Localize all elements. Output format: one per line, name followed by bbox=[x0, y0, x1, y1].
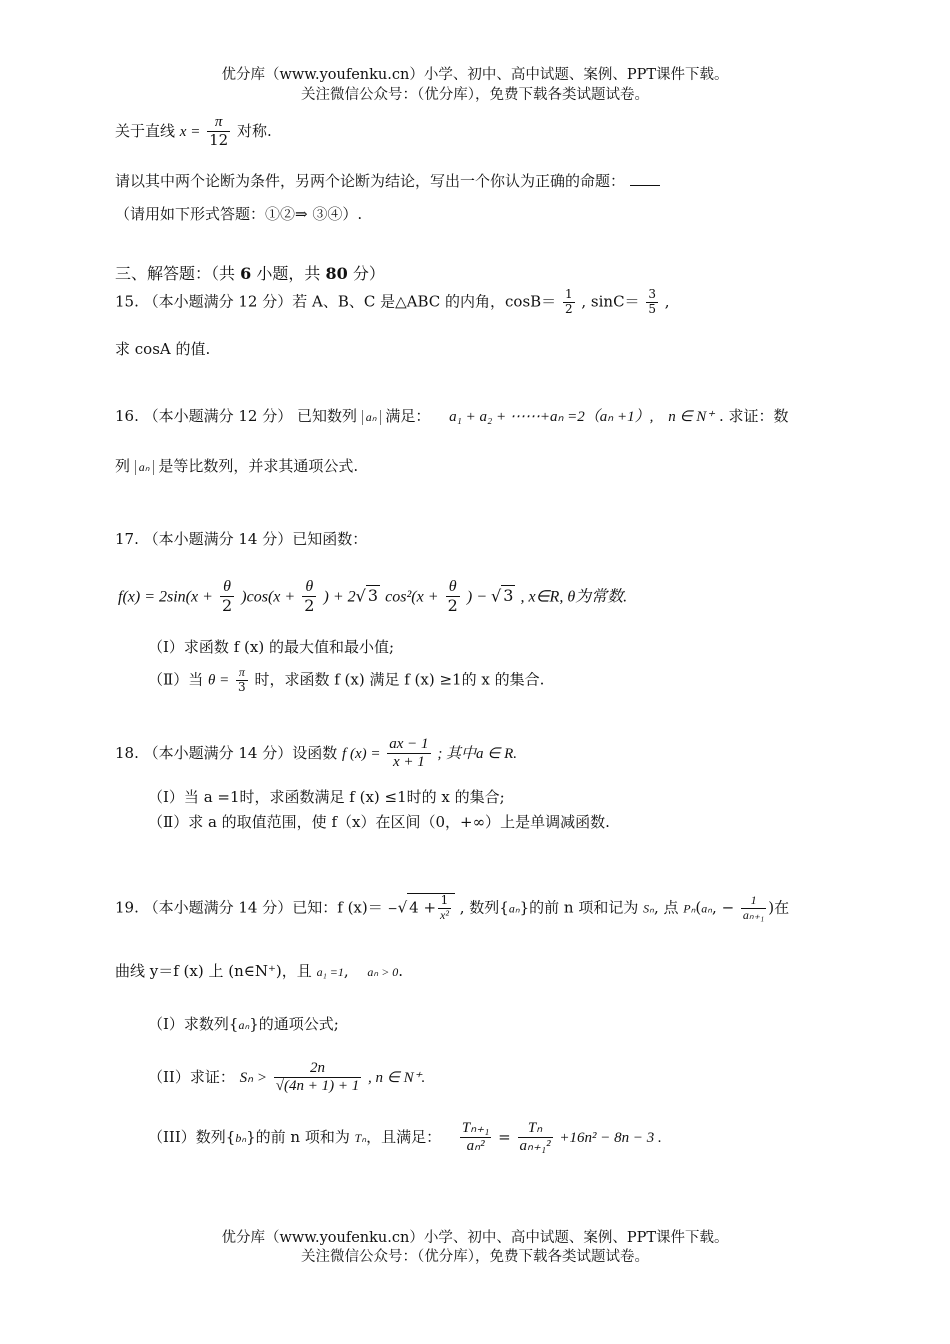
q16-text: 16. （本小题满分 12 分） 已知数列 bbox=[115, 407, 358, 425]
q17-f-e: ) − bbox=[466, 588, 492, 606]
q17-theta-3: θ bbox=[446, 578, 460, 597]
q17-formula: f(x) = 2sin(x + $\frac{\theta}{2}$ )cos(x + $\frac{\theta}{2}$ ) + 2√ 3 cos²(x + $\frac{\theta}{2}$ ) − √ 3 , x∈R, θ为常数. bbox=[118, 578, 628, 616]
q19-frac-num: 1 bbox=[741, 894, 766, 909]
q19-p3-a: （III）数列{ bbox=[148, 1127, 236, 1146]
q19-p3-frac-1 bbox=[460, 1120, 491, 1156]
section-3-count: 6 bbox=[240, 264, 252, 283]
q17-f-f: , x∈R, θ为常数. bbox=[520, 588, 628, 606]
q16-line2-b: 是等比数列，并求其通项公式. bbox=[158, 457, 359, 475]
q17-theta-1: θ bbox=[220, 578, 234, 597]
q17-p2-den: 3 bbox=[238, 679, 246, 694]
q15-sinC-fraction bbox=[646, 288, 658, 317]
q15-end: , bbox=[664, 292, 670, 311]
q14-prompt-line bbox=[115, 170, 660, 191]
q19-text-d: , 点 bbox=[653, 898, 679, 917]
q17-part-1: （Ⅰ）求函数 f (x) 的最大值和最小值; bbox=[148, 638, 394, 656]
section-3-score: 80 bbox=[325, 264, 348, 283]
q15-sinC-den: 5 bbox=[648, 301, 656, 316]
q19-p3-d2: aₙ₊₁² bbox=[519, 1138, 551, 1155]
q17-part-2 bbox=[148, 666, 544, 695]
q18-part-2: （Ⅱ）求 a 的取值范围，使 f（x）在区间（0，+∞）上是单调减函数. bbox=[148, 813, 610, 831]
q19-p3-tail: +16n² − 8n − 3 . bbox=[559, 1129, 662, 1146]
footer-line-1: 优分库（www.youfenku.cn）小学、初中、高中试题、案例、PPT课件下载。 bbox=[221, 1230, 729, 1246]
q19-sqrt bbox=[407, 893, 455, 923]
q17-p2-a: （Ⅱ）当 bbox=[148, 670, 204, 689]
q16-cond-label: 满足： bbox=[385, 407, 431, 425]
q16-domain: n ∈ N⁺ bbox=[668, 409, 715, 425]
q17-sqrt3-b: 3 bbox=[503, 586, 514, 606]
q19-text-c: }的前 n 项和记为 bbox=[519, 898, 639, 917]
q14-sym-suffix: 对称. bbox=[236, 121, 272, 140]
q15-line-2: 求 cosA 的值. bbox=[115, 340, 211, 358]
header-line-1: 优分库（www.youfenku.cn）小学、初中、高中试题、案例、PPT课件下载。 bbox=[221, 67, 729, 83]
q17-f-d: cos²(x + bbox=[385, 588, 439, 606]
footer-line-2: 关注微信公众号：（优分库），免费下载各类试题试卷。 bbox=[301, 1249, 649, 1265]
q15-text: 15. （本小题满分 12 分）若 A、B、C 是△ABC 的内角，cosB＝ bbox=[115, 292, 557, 311]
q19-p2-den: √(4n + 1) + 1 bbox=[275, 1078, 360, 1095]
q17-p2-b: 时，求函数 f (x) 满足 f (x) ≥1的 x 的集合. bbox=[254, 670, 545, 689]
q19-text-f: , − bbox=[712, 898, 735, 917]
q15-cosB-den: 2 bbox=[564, 301, 573, 316]
q17-p2-fraction bbox=[236, 666, 248, 695]
q17-f-c: ) + 2 bbox=[323, 588, 356, 606]
q19-line2-a: 曲线 y＝f (x) 上 (n∈N⁺)，且 bbox=[115, 962, 312, 980]
q14-answer-blank[interactable] bbox=[630, 171, 660, 186]
q14-symmetry-line bbox=[115, 114, 272, 150]
q18-text: 18. （本小题满分 14 分）设函数 bbox=[115, 743, 338, 762]
section-3-title-a: 三、解答题：（共 bbox=[115, 264, 236, 283]
q19-part-2 bbox=[148, 1060, 425, 1096]
q15-mid: , sinC＝ bbox=[581, 292, 640, 311]
q19-sqrt-num: 1 bbox=[438, 894, 451, 909]
q15-cosB-num: 1 bbox=[564, 287, 573, 301]
q16-sequence: aₙ bbox=[362, 410, 381, 425]
q19-p3-n1: Tₙ₊₁ bbox=[460, 1120, 491, 1138]
q17-theta-frac-1 bbox=[220, 578, 234, 616]
q19-part-1 bbox=[148, 1013, 339, 1034]
q14-prompt: 请以其中两个论断为条件，另两个论断为结论，写出一个你认为正确的命题： bbox=[115, 172, 626, 190]
q19-comma: , bbox=[343, 962, 349, 980]
section-3-title-b: 小题，共 bbox=[256, 264, 321, 283]
q19-text-a: 19. （本小题满分 14 分）已知：f (x)＝ bbox=[115, 898, 383, 917]
q19-Pn: Pₙ bbox=[683, 901, 696, 916]
q14-eq-lhs: x = bbox=[179, 123, 201, 140]
q15-sinC-num: 3 bbox=[648, 287, 656, 301]
q19-a1: a₁ =1 bbox=[316, 965, 344, 979]
q19-p1-seq: aₙ bbox=[238, 1018, 250, 1032]
q19-neg: − bbox=[387, 901, 398, 916]
q19-pos: aₙ > 0 bbox=[367, 965, 399, 979]
q19-p2-fraction bbox=[274, 1060, 361, 1096]
q17-sqrt3-a: 3 bbox=[367, 586, 379, 606]
section-3-title bbox=[115, 261, 385, 284]
q19-recip-fraction bbox=[741, 894, 766, 923]
q16-prove: . 求证：数 bbox=[718, 407, 789, 425]
q19-p3-T: Tₙ bbox=[354, 1130, 367, 1145]
q19-p2-a: （II）求证： bbox=[148, 1067, 235, 1086]
q19-p3-n2: Tₙ bbox=[518, 1120, 553, 1138]
q19-text-e: ( bbox=[695, 898, 702, 917]
q19-p3-eq: = bbox=[498, 1127, 511, 1146]
q19-line-2 bbox=[115, 960, 403, 981]
q19-p2-b: , n ∈ N⁺. bbox=[368, 1069, 426, 1086]
q19-sqrt-fraction bbox=[438, 894, 451, 923]
q19-p3-d1: aₙ² bbox=[466, 1138, 485, 1155]
q19-line-1: 19. （本小题满分 14 分）已知：f (x)＝ −√ 4 + $\frac{1}{\text{x²}}$ , 数列{aₙ}的前 n 项和记为 Sₙ, 点 Pₙ(aₙ, − $\frac{1}{\text{aₙ₊₁}}$ )在 bbox=[115, 893, 790, 922]
q19-p1-a: （I）求数列{ bbox=[148, 1015, 239, 1033]
q16-line-1 bbox=[115, 405, 789, 426]
q19-text-b: , 数列{ bbox=[459, 898, 509, 917]
q16-line-2 bbox=[115, 455, 358, 476]
q19-sqrt-a: 4 + bbox=[409, 898, 437, 917]
q18-num: ax − 1 bbox=[387, 736, 430, 754]
q19-frac-den: aₙ₊₁ bbox=[742, 907, 765, 922]
q19-text-g: )在 bbox=[768, 898, 790, 917]
q14-pi-fraction bbox=[207, 114, 230, 150]
q19-p2-num: 2n bbox=[274, 1060, 361, 1078]
q17-theta-frac-2 bbox=[302, 578, 316, 616]
q17-p2-theta: θ = bbox=[207, 672, 230, 689]
q17-p2-num: π bbox=[236, 666, 248, 681]
q18-fraction bbox=[387, 736, 430, 772]
q19-dot: . bbox=[398, 962, 404, 980]
q19-part-3 bbox=[148, 1120, 662, 1156]
q17-f-a: f(x) = 2sin(x + bbox=[118, 588, 213, 606]
q18-part-1: （Ⅰ）当 a =1时，求函数满足 f (x) ≤1时的 x 的集合; bbox=[148, 788, 505, 806]
q19-p2-S: Sₙ > bbox=[239, 1069, 267, 1086]
header-line-2: 关注微信公众号：（优分库），免费下载各类试题试卷。 bbox=[301, 87, 649, 103]
q18-den: x + 1 bbox=[393, 754, 425, 771]
q18-line-1 bbox=[115, 736, 517, 772]
q15-line-1 bbox=[115, 288, 670, 317]
q17-f-b: )cos(x + bbox=[241, 588, 296, 606]
q19-an: aₙ bbox=[701, 901, 713, 916]
q17-two-3: 2 bbox=[447, 596, 458, 616]
q17-two-2: 2 bbox=[304, 596, 315, 616]
q19-p3-seq: bₙ bbox=[235, 1130, 247, 1145]
q19-seq-a: aₙ bbox=[508, 901, 520, 916]
q16-line2-a: 列 bbox=[115, 457, 131, 475]
q17-two-1: 2 bbox=[222, 596, 233, 616]
q17-theta-frac-3 bbox=[446, 578, 460, 616]
q19-sqrt-den: x² bbox=[440, 907, 449, 922]
q19-p3-c: ，且满足： bbox=[366, 1127, 442, 1146]
q16-sequence-2: aₙ bbox=[135, 460, 154, 475]
q14-sym-prefix: 关于直线 bbox=[115, 121, 176, 140]
q16-sum-expr: a₁ + a₂ + ⋯⋯+aₙ =2（aₙ +1）, bbox=[449, 409, 654, 425]
q17-text: 17. （本小题满分 14 分）已知函数： bbox=[115, 530, 368, 548]
q15-cosB-fraction bbox=[563, 288, 575, 317]
q14-pi-num: π bbox=[207, 114, 230, 132]
q19-p1-b: }的通项公式; bbox=[249, 1015, 339, 1033]
q14-pi-den: 12 bbox=[209, 131, 229, 150]
q18-tail: ; 其中a ∈ R. bbox=[437, 745, 518, 762]
q19-p3-b: }的前 n 项和为 bbox=[246, 1127, 350, 1146]
q14-format: （请用如下形式答题：①②⇒ ③④）. bbox=[115, 205, 363, 223]
q18-f-lhs: f (x) = bbox=[342, 745, 381, 762]
q17-theta-2: θ bbox=[302, 578, 316, 597]
section-3-title-c: 分） bbox=[352, 264, 385, 283]
q19-p3-frac-2 bbox=[518, 1120, 553, 1156]
q19-Sn: Sₙ bbox=[643, 901, 654, 916]
